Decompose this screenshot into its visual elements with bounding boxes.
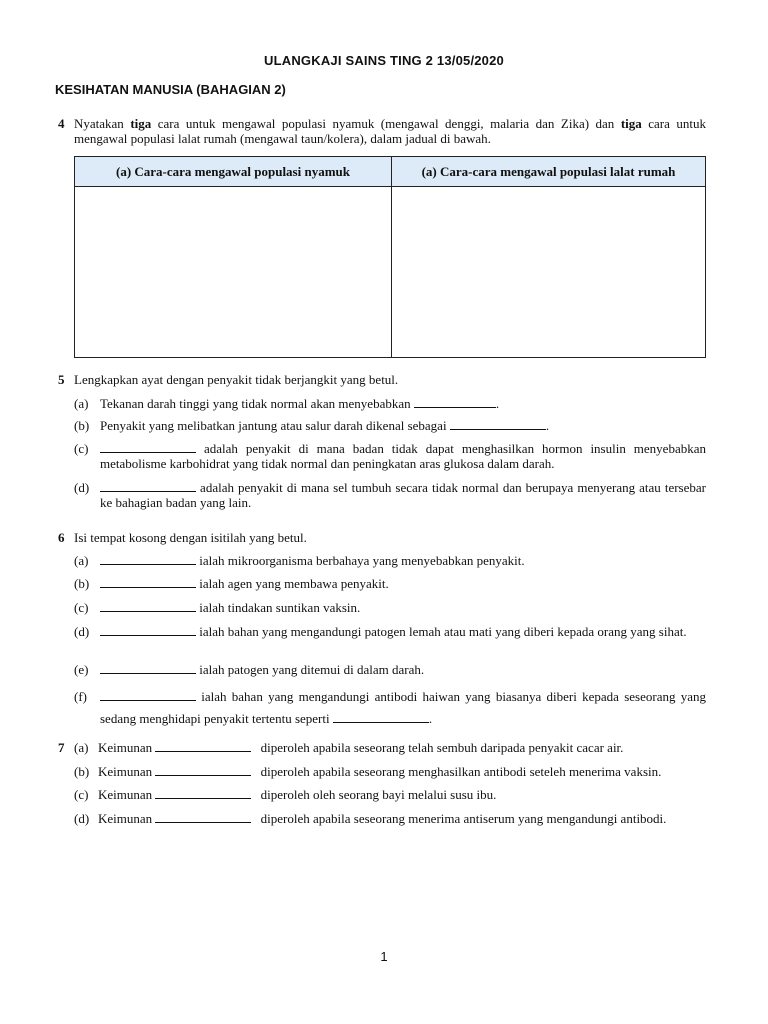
answer-blank[interactable] bbox=[100, 576, 196, 588]
section-heading: KESIHATAN MANUSIA (BAHAGIAN 2) bbox=[55, 82, 286, 97]
question-4-number: 4 bbox=[58, 116, 65, 131]
q7-item-d: (d) Keimunan diperoleh apabila seseorang menerima antiserum yang mengandungi antibodi. bbox=[74, 811, 667, 826]
answer-blank[interactable] bbox=[100, 480, 196, 492]
answer-table bbox=[74, 156, 706, 358]
answer-blank[interactable] bbox=[100, 441, 196, 453]
question-6-number: 6 bbox=[58, 530, 65, 545]
answer-blank[interactable] bbox=[100, 662, 196, 674]
worksheet-title: ULANGKAJI SAINS TING 2 13/05/2020 bbox=[264, 53, 504, 68]
answer-blank[interactable] bbox=[100, 689, 196, 701]
q7-item-b: (b) Keimunan diperoleh apabila seseorang menghasilkan antibodi seteleh menerima vaksin. bbox=[74, 764, 662, 779]
answer-blank[interactable] bbox=[100, 600, 196, 612]
answer-blank[interactable] bbox=[155, 787, 251, 799]
page-number: 1 bbox=[380, 949, 388, 964]
question-5-number: 5 bbox=[58, 372, 65, 387]
answer-blank[interactable] bbox=[155, 811, 251, 823]
answer-blank[interactable] bbox=[100, 553, 196, 565]
answer-cell-mosquito[interactable] bbox=[75, 187, 392, 358]
question-5-intro: Lengkapkan ayat dengan penyakit tidak berjangkit yang betul. bbox=[74, 372, 399, 387]
table-header-housefly: (a) Cara-cara mengawal populasi lalat rumah bbox=[392, 157, 706, 187]
answer-blank[interactable] bbox=[155, 740, 251, 752]
answer-blank[interactable] bbox=[155, 764, 251, 776]
table-header-mosquito: (a) Cara-cara mengawal populasi nyamuk bbox=[75, 157, 392, 187]
question-7-number: 7 bbox=[58, 740, 65, 755]
answer-cell-housefly[interactable] bbox=[392, 187, 706, 358]
q7-item-a: (a) Keimunan diperoleh apabila seseorang telah sembuh daripada penyakit cacar air. bbox=[74, 740, 624, 755]
question-4-text: Nyatakan tiga cara untuk mengawal populasi nyamuk (mengawal denggi, malaria dan Zika) dan tiga cara untuk mengawal populasi lalat rumah (mengawal taun/kolera), dalam jadual di bawah. bbox=[74, 116, 706, 146]
q7-item-c: (c) Keimunan diperoleh oleh seorang bayi melalui susu ibu. bbox=[74, 787, 497, 802]
answer-blank[interactable] bbox=[450, 418, 546, 430]
answer-blank[interactable] bbox=[333, 711, 429, 723]
question-6-intro: Isi tempat kosong dengan isitilah yang betul. bbox=[74, 530, 307, 545]
answer-blank[interactable] bbox=[414, 396, 496, 408]
answer-blank[interactable] bbox=[100, 624, 196, 636]
